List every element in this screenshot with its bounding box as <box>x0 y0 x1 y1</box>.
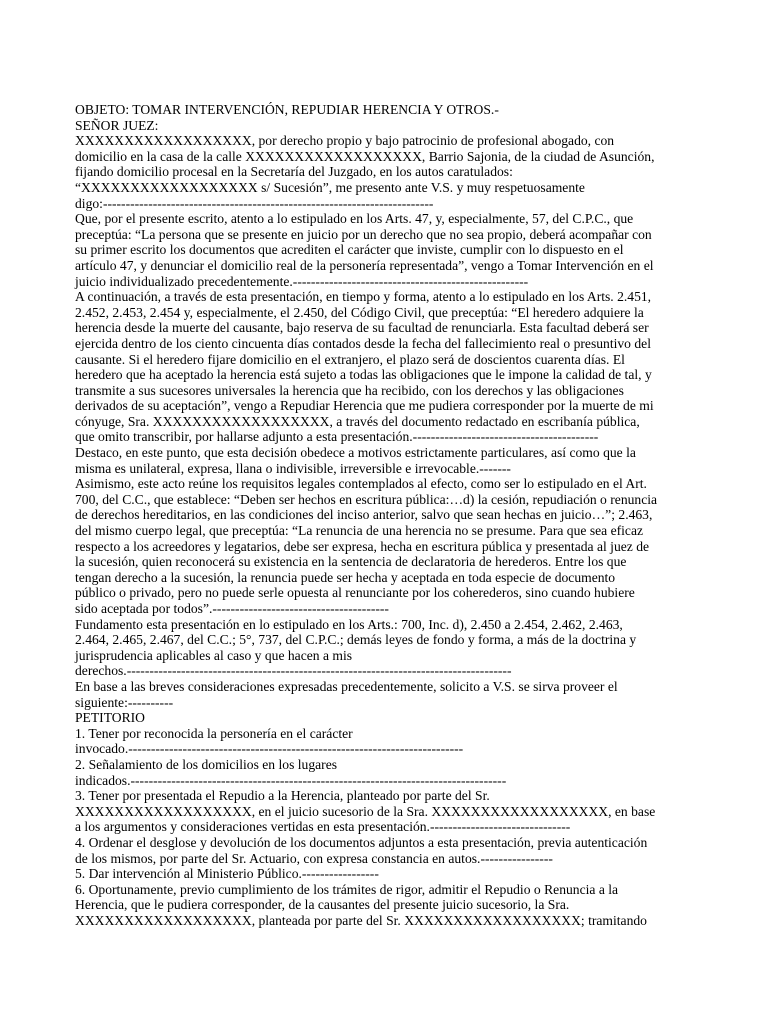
document-line: público o privado, pero no puede serle opuesta al renunciante por los coherederos, sino cuando hubiere <box>75 585 635 601</box>
document-line: a los argumentos y consideraciones vertidas en esta presentación.------------------------------- <box>75 819 571 835</box>
document-line: XXXXXXXXXXXXXXXXXX, en el juicio sucesorio de la Sra. XXXXXXXXXXXXXXXXXX, en base <box>75 803 656 819</box>
document-line: 2. Señalamiento de los domicilios en los lugares <box>75 756 338 772</box>
document-line: derivados de su aceptación”, vengo a Repudiar Herencia que me pudiera corresponder por la muerte de mi <box>75 398 654 414</box>
document-line: jurisprudencia aplicables al caso y que hacen a mis <box>75 647 353 663</box>
document-line: invocado.-------------------------------------------------------------------------- <box>75 741 464 757</box>
document-line: OBJETO: TOMAR INTERVENCIÓN, REPUDIAR HERENCIA Y OTROS.- <box>75 102 499 117</box>
document-line: indicados.----------------------------------------------------------------------------------- <box>75 772 507 788</box>
document-line: SEÑOR JUEZ: <box>75 117 159 133</box>
document-line: que omito transcribir, por hallarse adjunto a esta presentación.----------------------------------------- <box>75 429 599 445</box>
document-line: respecto a los acreedores y legatarios, debe ser expresa, hecha en escritura pública y presentada al juez de <box>75 538 650 554</box>
document-line: 3. Tener por presentada el Repudio a la Herencia, planteado por parte del Sr. <box>75 788 490 804</box>
document-line: Herencia, que le pudiera corresponder, de la causantes del presente juicio sucesorio, la Sra. <box>75 897 570 913</box>
document-line: 6. Oportunamente, previo cumplimiento de los trámites de rigor, admitir el Repudio o Renuncia a la <box>75 881 619 897</box>
document-line: de derechos hereditarios, en las condiciones del inciso anterior, salvo que sean hechas en juicio…”; 2.463, <box>75 507 653 523</box>
document-line: 700, del C.C., que establece: “Deben ser hechos en escritura pública:…d) la cesión, repudiación o renuncia <box>75 491 658 507</box>
document-line: digo:------------------------------------------------------------------------- <box>75 195 434 211</box>
document-line: juicio individualizado precedentemente.---------------------------------------------------- <box>75 273 529 289</box>
document-line: PETITORIO <box>75 710 145 726</box>
document-line: Asimismo, este acto reúne los requisitos legales contemplados al efecto, como ser lo estipulado en el Art. <box>75 476 647 492</box>
document-line: preceptúa: “La persona que se presente en juicio por un derecho que no sea propio, deberá acompañar con <box>75 226 652 242</box>
document-line: artículo 47, y denunciar el domicilio real de la personería representada”, vengo a Tomar Intervención en el <box>75 257 654 273</box>
document-line: fijando domicilio procesal en la Secretaría del Juzgado, en los autos caratulados: <box>75 164 513 180</box>
document-line: domicilio en la casa de la calle XXXXXXXXXXXXXXXXXX, Barrio Sajonia, de la ciudad de Asunción, <box>75 148 655 164</box>
document-line: Destaco, en este punto, que esta decisión obedece a motivos estrictamente particulares, así como que la <box>75 445 636 461</box>
document-line: Fundamento esta presentación en lo estipulado en los Arts.: 700, Inc. d), 2.450 a 2.454, 2.462, 2.463, <box>75 616 623 632</box>
document-line: la sucesión, quien reconocerá su existencia en la sentencia de declaratoria de herederos. Entre los que <box>75 554 627 570</box>
document-line: 2.464, 2.465, 2.467, del C.C.; 5°, 737, del C.P.C.; demás leyes de fondo y forma, a más de la doctrina y <box>75 632 637 648</box>
document-line: cónyuge, Sra. XXXXXXXXXXXXXXXXXX, a través del documento redactado en escribanía pública, <box>75 413 640 429</box>
document-line: su primer escrito los documentos que acrediten el carácter que inviste, cumplir con lo dispuesto en el <box>75 242 624 258</box>
document-line: del mismo cuerpo legal, que preceptúa: “La renuncia de una herencia no se presume. Para que sea eficaz <box>75 523 644 539</box>
document-line: derechos.------------------------------------------------------------------------------------- <box>75 663 512 679</box>
document-line: A continuación, a través de esta presentación, en tiempo y forma, atento a lo estipulado en los Arts. 2.451, <box>75 289 652 305</box>
document-body <box>75 102 695 928</box>
document-line: de los mismos, por parte del Sr. Actuario, con expresa constancia en autos.---------------- <box>75 850 553 866</box>
document-line: 5. Dar intervención al Ministerio Público.----------------- <box>75 866 379 882</box>
document-line: “XXXXXXXXXXXXXXXXXX s/ Sucesión”, me presento ante V.S. y muy respetuosamente <box>75 179 585 195</box>
document-line: En base a las breves consideraciones expresadas precedentemente, solicito a V.S. se sirva proveer el <box>75 678 618 694</box>
document-line: siguiente:---------- <box>75 694 174 710</box>
document-line: 2.452, 2.453, 2.454 y, especialmente, el 2.450, del Código Civil, que preceptúa: “El heredero adquiere la <box>75 304 644 320</box>
document-line: tengan derecho a la sucesión, la renuncia puede ser hecha y aceptada en toda especie de documento <box>75 569 616 585</box>
document-line: 4. Ordenar el desglose y devolución de los documentos adjuntos a esta presentación, previa autenticación <box>75 834 648 850</box>
document-line: ejercida dentro de los ciento cincuenta días contados desde la fecha del fallecimiento real o presuntivo del <box>75 335 651 351</box>
document-line: heredero que ha aceptado la herencia está sujeto a todas las obligaciones que le impone la calidad de tal, y <box>75 367 652 383</box>
document-line: herencia desde la muerte del causante, bajo reserva de su facultad de renunciarla. Esta facultad deberá ser <box>75 320 649 336</box>
document-line: sido aceptada por todos”.--------------------------------------- <box>75 601 389 616</box>
document-line: Que, por el presente escrito, atento a lo estipulado en los Arts. 47, y, especialmente, 57, del C.P.C., que <box>75 211 634 227</box>
document-line: XXXXXXXXXXXXXXXXXX, por derecho propio y bajo patrocinio de profesional abogado, con <box>75 133 615 149</box>
document-line: transmite a sus sucesores universales la herencia que ha recibido, con los derechos y las obligaciones <box>75 382 624 398</box>
document-line: XXXXXXXXXXXXXXXXXX, planteada por parte del Sr. XXXXXXXXXXXXXXXXXX; tramitando <box>75 912 647 928</box>
document-line: 1. Tener por reconocida la personería en el carácter <box>75 725 353 741</box>
document-line: misma es unilateral, expresa, llana o indivisible, irreversible e irrevocable.------- <box>75 460 511 476</box>
document-line: causante. Si el heredero fijare domicilio en el extranjero, el plazo será de doscientos cuarenta días. El <box>75 351 625 367</box>
